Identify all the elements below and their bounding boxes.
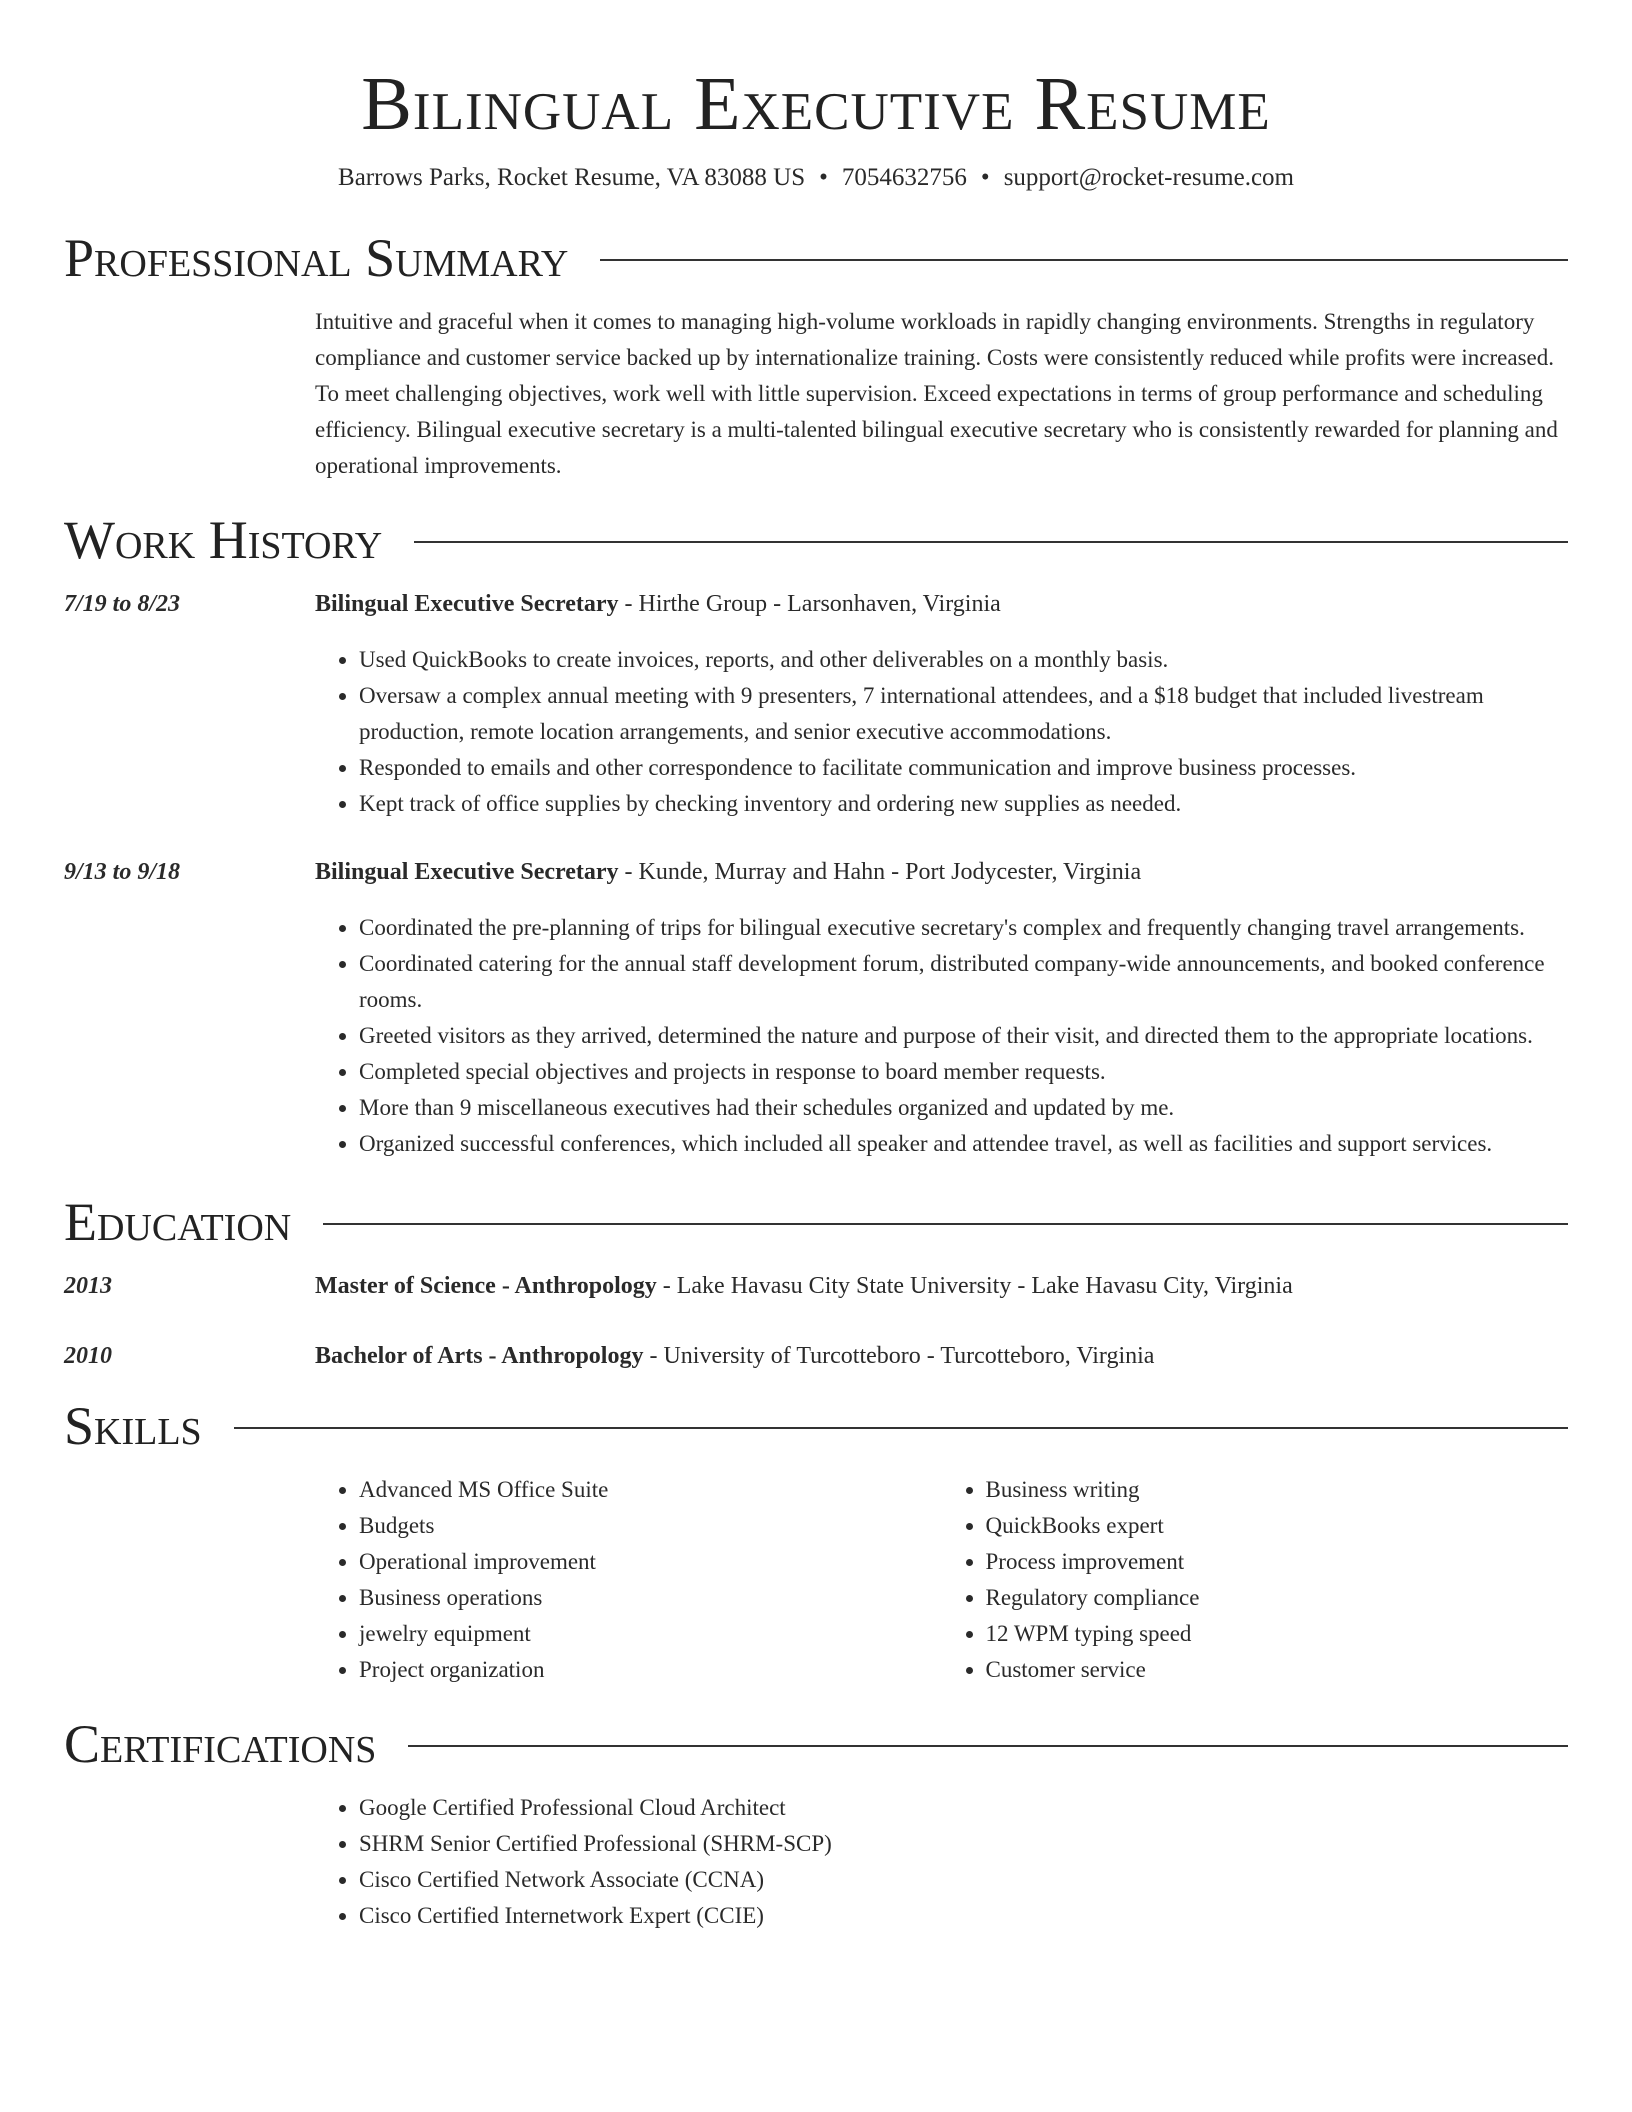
job-dates: 9/13 to 9/18 (64, 859, 181, 885)
certifications-section-heading (64, 1714, 1568, 1774)
education-degree: Bachelor of Arts - Anthropology (315, 1343, 644, 1369)
job-details: - Kunde, Murray and Hahn - Port Jodycester, Virginia (618, 859, 1142, 885)
list-item: • Coordinated catering for the annual staff development forum, distributed company-wide announcements, and booked conference rooms. (359, 946, 1568, 1018)
skills-section-heading (64, 1396, 1568, 1456)
list-item: • Responded to emails and other correspondence to facilitate communication and improve business processes. (359, 750, 1568, 786)
education-entry (64, 1270, 1568, 1302)
skill-item: • Business operations (359, 1580, 942, 1616)
list-item: • Organized successful conferences, which included all speaker and attendee travel, as well as facilities and support services. (359, 1126, 1568, 1162)
education-degree: Master of Science - Anthropology (315, 1273, 657, 1299)
job-details: - Hirthe Group - Larsonhaven, Virginia (618, 591, 1001, 617)
contact-line (64, 162, 1568, 194)
skills-column-right (942, 1472, 1569, 1688)
job-entry (64, 588, 1568, 620)
certification-item: • SHRM Senior Certified Professional (SHRM-SCP) (359, 1826, 1568, 1862)
summary-heading-label: Professional Summary (64, 228, 569, 288)
education-heading-label: Education (64, 1192, 292, 1252)
job-dates: 7/19 to 8/23 (64, 591, 181, 617)
education-details: - University of Turcotteboro - Turcotteboro, Virginia (643, 1343, 1155, 1369)
education-heading (315, 1340, 1154, 1372)
work-history-heading-label: Work History (64, 510, 383, 570)
job-entry (64, 856, 1568, 888)
section-divider (600, 259, 1568, 261)
contact-email: support@rocket-resume.com (1003, 164, 1294, 191)
education-heading (315, 1270, 1293, 1302)
resume-page (64, 0, 1568, 1934)
skill-item: • Process improvement (986, 1544, 1569, 1580)
skill-item: • Operational improvement (359, 1544, 942, 1580)
job-bullets (315, 642, 1568, 822)
job-title: Bilingual Executive Secretary (315, 859, 619, 885)
skill-item: • Project organization (359, 1652, 942, 1688)
certification-item: • Cisco Certified Internetwork Expert (CCIE) (359, 1898, 1568, 1934)
skills-column-left (315, 1472, 942, 1688)
skill-item: • Advanced MS Office Suite (359, 1472, 942, 1508)
skills-heading-label: Skills (64, 1396, 202, 1456)
list-item: • Kept track of office supplies by checking inventory and ordering new supplies as needed. (359, 786, 1568, 822)
list-item: • Coordinated the pre-planning of trips for bilingual executive secretary's complex and frequently changing travel arrangements. (359, 910, 1568, 946)
list-item: • Greeted visitors as they arrived, determined the nature and purpose of their visit, and directed them to the appropriate locations. (359, 1018, 1568, 1054)
summary-text: Intuitive and graceful when it comes to managing high-volume workloads in rapidly changing environments. Strengths in regulatory compliance and customer service backed up by internationalize training. Costs were consistently reduced while profits were increased. To meet challenging objectives, work well with little supervision. Exceed expectations in terms of group performance and scheduling efficiency. Bilingual executive secretary is a multi-talented bilingual executive secretary who is consistently rewarded for planning and operational improvements. (315, 309, 1558, 478)
job-heading (315, 856, 1141, 888)
list-item: • Completed special objectives and projects in response to board member requests. (359, 1054, 1568, 1090)
education-year: 2010 (64, 1343, 112, 1369)
work-history-section-heading (64, 510, 1568, 570)
section-divider (323, 1223, 1568, 1225)
resume-title: Bilingual Executive Resume (361, 62, 1271, 146)
certification-item: • Cisco Certified Network Associate (CCNA) (359, 1862, 1568, 1898)
skill-item: • Budgets (359, 1508, 942, 1544)
certifications-list (315, 1790, 1568, 1934)
contact-separator: • (819, 164, 828, 191)
skill-item: • Business writing (986, 1472, 1569, 1508)
job-title: Bilingual Executive Secretary (315, 591, 619, 617)
job-bullets (315, 910, 1568, 1162)
section-divider (408, 1745, 1568, 1747)
list-item: • Oversaw a complex annual meeting with 9 presenters, 7 international attendees, and a $18 budget that included livestream production, remote location arrangements, and senior executive accommodations. (359, 678, 1568, 750)
skill-item: • Regulatory compliance (986, 1580, 1569, 1616)
education-section-heading (64, 1192, 1568, 1252)
skill-item: • jewelry equipment (359, 1616, 942, 1652)
job-heading (315, 588, 1001, 620)
skill-item: • Customer service (986, 1652, 1569, 1688)
contact-phone: 7054632756 (841, 164, 967, 191)
education-entry (64, 1340, 1568, 1372)
summary-section-heading (64, 228, 1568, 288)
section-divider (414, 541, 1568, 543)
certification-item: • Google Certified Professional Cloud Architect (359, 1790, 1568, 1826)
contact-address: Barrows Parks, Rocket Resume, VA 83088 US (338, 164, 806, 191)
education-year: 2013 (64, 1273, 112, 1299)
education-details: - Lake Havasu City State University - Lake Havasu City, Virginia (656, 1273, 1293, 1299)
skills-list (315, 1472, 1568, 1688)
contact-separator: • (980, 164, 990, 191)
list-item: • Used QuickBooks to create invoices, reports, and other deliverables on a monthly basis. (359, 642, 1568, 678)
skill-item: • 12 WPM typing speed (986, 1616, 1569, 1652)
list-item: • More than 9 miscellaneous executives had their schedules organized and updated by me. (359, 1090, 1568, 1126)
skill-item: • QuickBooks expert (986, 1508, 1569, 1544)
certifications-heading-label: Certifications (64, 1714, 377, 1774)
section-divider (234, 1427, 1568, 1429)
